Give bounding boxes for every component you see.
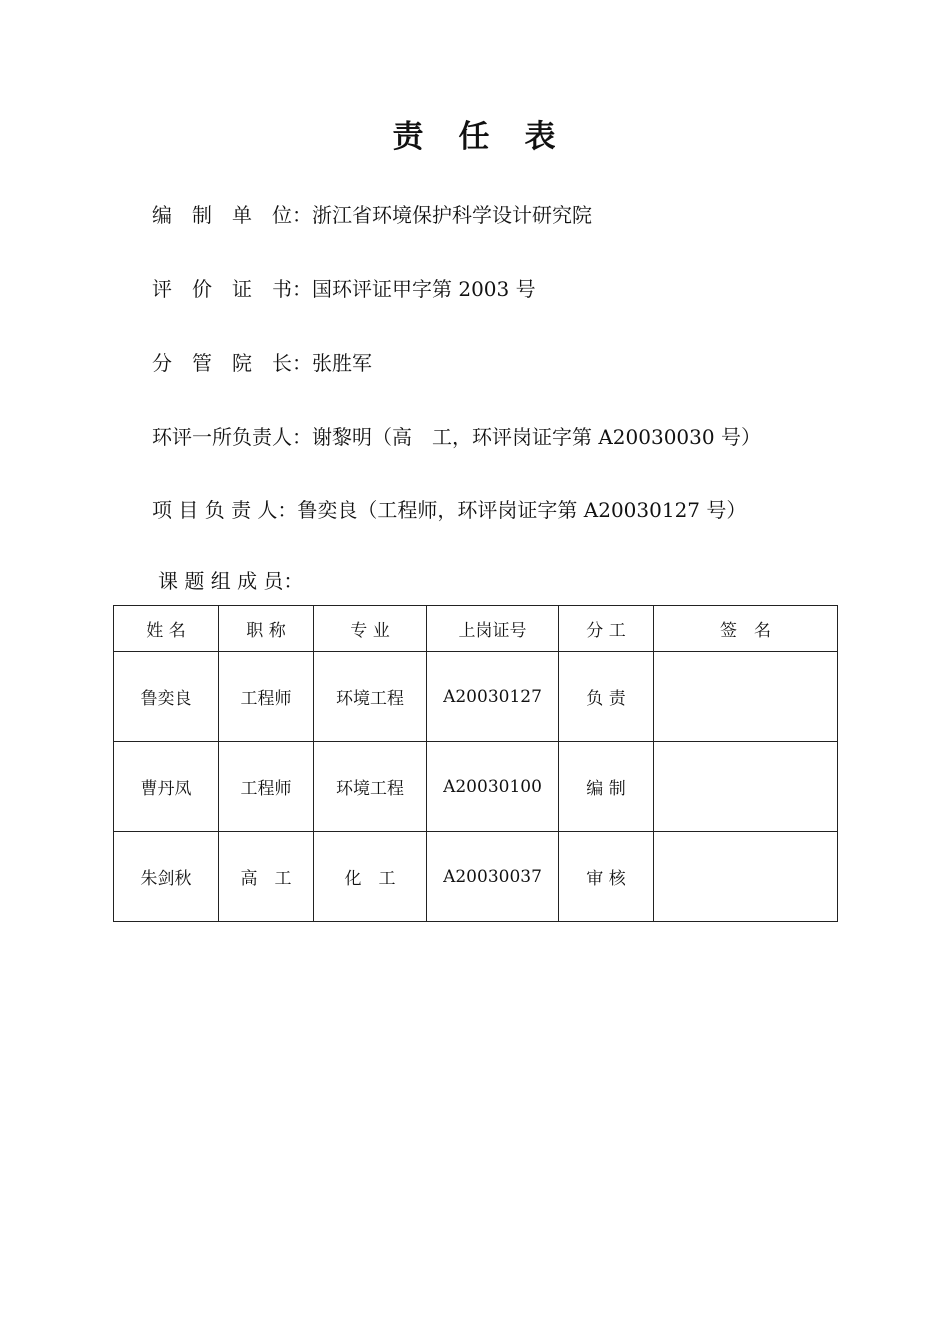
cell-signature (654, 742, 838, 832)
header-role: 分 工 (559, 606, 654, 652)
table-row (114, 742, 838, 832)
info-line-division-head: 环评一所负责人：谢黎明（高 工，环评岗证字第 A20030030 号） (152, 425, 761, 449)
cell-specialty: 化 工 (314, 832, 427, 922)
cell-license: A20030100 (427, 742, 559, 832)
cell-title: 工程师 (219, 652, 314, 742)
cell-name: 朱剑秋 (114, 832, 219, 922)
cell-role: 负 责 (559, 652, 654, 742)
table-row (114, 652, 838, 742)
cell-signature (654, 652, 838, 742)
cell-signature (654, 832, 838, 922)
header-specialty: 专 业 (314, 606, 427, 652)
table-row (114, 832, 838, 922)
cell-title: 工程师 (219, 742, 314, 832)
cell-specialty: 环境工程 (314, 742, 427, 832)
header-license: 上岗证号 (427, 606, 559, 652)
members-table (113, 605, 838, 922)
page-title: 责 任 表 (392, 119, 558, 155)
cell-name: 鲁奕良 (114, 652, 219, 742)
cell-license: A20030037 (427, 832, 559, 922)
cell-role: 编 制 (559, 742, 654, 832)
info-line-certificate: 评 价 证 书：国环评证甲字第 2003 号 (152, 277, 536, 301)
cell-role: 审 核 (559, 832, 654, 922)
info-line-director: 分 管 院 长：张胜军 (152, 351, 372, 375)
members-label: 课 题 组 成 员： (158, 569, 304, 593)
header-title: 职 称 (219, 606, 314, 652)
header-signature: 签 名 (654, 606, 838, 652)
cell-title: 高 工 (219, 832, 314, 922)
cell-license: A20030127 (427, 652, 559, 742)
cell-specialty: 环境工程 (314, 652, 427, 742)
info-line-project-lead: 项 目 负 责 人：鲁奕良（工程师，环评岗证字第 A20030127 号） (152, 498, 747, 522)
table-header-row (114, 606, 838, 652)
header-name: 姓 名 (114, 606, 219, 652)
info-line-unit: 编 制 单 位：浙江省环境保护科学设计研究院 (152, 203, 592, 227)
cell-name: 曹丹凤 (114, 742, 219, 832)
